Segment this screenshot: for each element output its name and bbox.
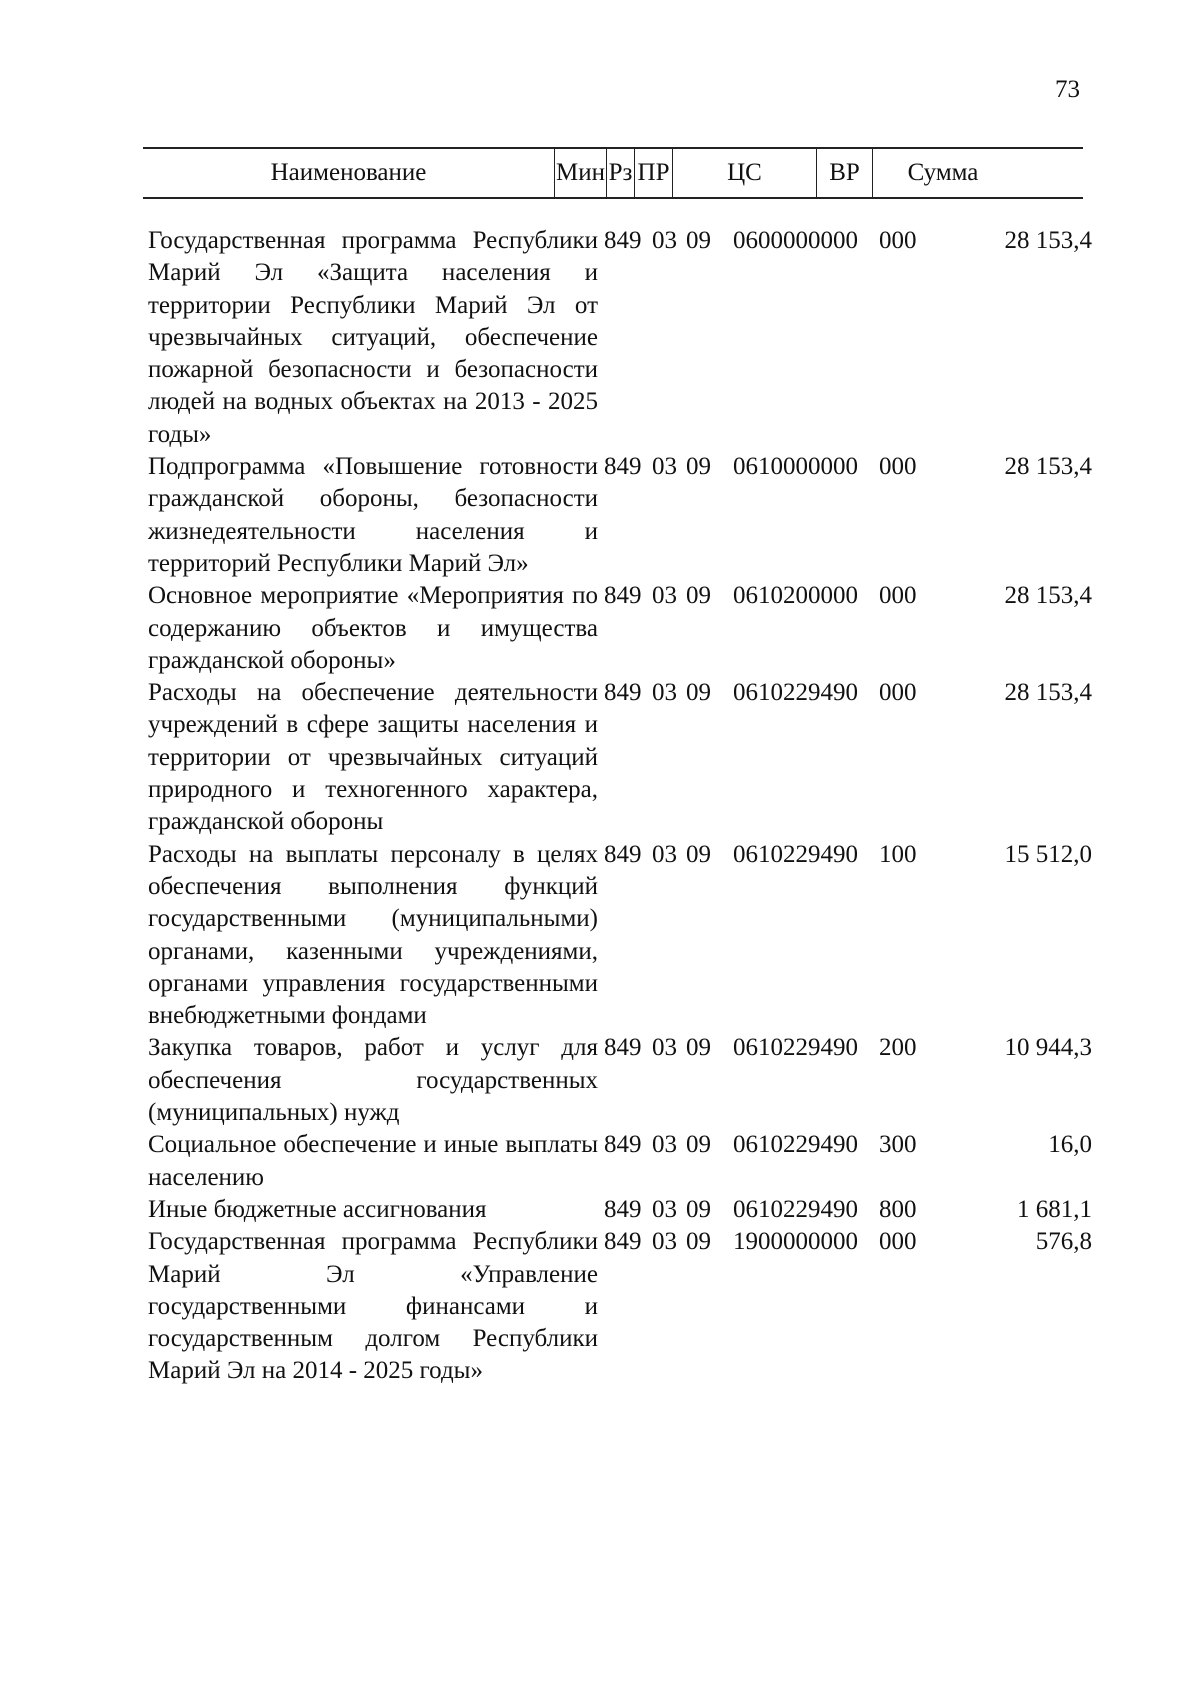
row-cs: 0610200000 [733, 582, 858, 610]
row-pr: 09 [686, 1228, 711, 1256]
table-row [148, 1226, 1092, 1387]
row-min: 849 [604, 582, 642, 610]
row-vr: 800 [879, 1195, 917, 1223]
row-name: Государственная программа Республики Марий Эл «Защита населения и территории Республики Марий Эл от чрезвычайных ситуаций, обеспечение пожарной безопасности и безопасности людей на водных объектах на 2013 - 2025 годы» [148, 227, 598, 448]
row-vr: 000 [879, 227, 917, 254]
table-row [148, 451, 1092, 580]
row-pr: 09 [686, 1131, 711, 1159]
row-pr: 09 [686, 1195, 711, 1223]
row-rz: 03 [652, 1228, 677, 1256]
row-cs: 0610229490 [733, 1195, 858, 1223]
row-sum: 15 512,0 [1004, 840, 1092, 868]
row-pr: 09 [686, 453, 711, 481]
row-name: Социальное обеспечение и иные выплаты населению [148, 1131, 598, 1191]
row-vr: 000 [879, 679, 917, 707]
row-min: 849 [604, 453, 642, 481]
row-pr: 09 [686, 679, 711, 707]
row-sum: 576,8 [1035, 1228, 1092, 1256]
row-name: Государственная программа Республики Марий Эл «Управление государственными финансами и государственным долгом Республики Марий Эл на 2014 - 2025 годы» [148, 1228, 598, 1385]
row-cs: 0610229490 [733, 1034, 858, 1062]
row-rz: 03 [652, 227, 677, 254]
row-sum: 1 681,1 [1017, 1195, 1092, 1223]
row-cs: 0610229490 [733, 840, 858, 868]
row-sum: 28 153,4 [1004, 582, 1092, 610]
row-min: 849 [604, 679, 642, 707]
row-min: 849 [604, 1034, 642, 1062]
table-row [148, 677, 1092, 838]
table-row [148, 225, 1092, 451]
table-row [148, 1032, 1092, 1129]
row-min: 849 [604, 840, 642, 868]
row-rz: 03 [652, 1195, 677, 1223]
row-sum: 16,0 [1048, 1131, 1092, 1159]
header-rz: Рз [607, 149, 635, 197]
header-name: Наименование [143, 149, 555, 197]
table-header [143, 147, 1083, 199]
row-name: Закупка товаров, работ и услуг для обеспечения государственных (муниципальных) нужд [148, 1034, 598, 1127]
row-rz: 03 [652, 1131, 677, 1159]
row-rz: 03 [652, 582, 677, 610]
row-vr: 300 [879, 1131, 917, 1159]
row-sum: 28 153,4 [1004, 453, 1092, 481]
row-rz: 03 [652, 453, 677, 481]
row-vr: 200 [879, 1034, 917, 1062]
row-sum: 28 153,4 [1004, 679, 1092, 707]
row-cs: 0600000000 [733, 227, 858, 254]
row-vr: 000 [879, 453, 917, 481]
row-sum: 10 944,3 [1004, 1034, 1092, 1062]
table-body [148, 225, 1092, 1388]
row-sum: 28 153,4 [1004, 227, 1092, 254]
row-rz: 03 [652, 1034, 677, 1062]
row-name: Расходы на выплаты персоналу в целях обеспечения выполнения функций государственными (муниципальными) органами, казенными учреждениями, органами управления государственными внебюджетными фондами [148, 840, 598, 1030]
table-row [148, 839, 1092, 1033]
table-row [148, 1194, 1092, 1226]
row-pr: 09 [686, 227, 711, 254]
table-row [148, 1129, 1092, 1194]
row-name: Иные бюджетные ассигнования [148, 1195, 487, 1223]
row-rz: 03 [652, 840, 677, 868]
header-min: Мин [555, 149, 607, 197]
row-cs: 0610229490 [733, 1131, 858, 1159]
row-rz: 03 [652, 679, 677, 707]
header-vr: ВР [817, 149, 873, 197]
row-min: 849 [604, 1228, 642, 1256]
header-pr: ПР [635, 149, 673, 197]
row-name: Расходы на обеспечение деятельности учреждений в сфере защиты населения и территории от чрезвычайных ситуаций природного и техногенного характера, гражданской обороны [148, 679, 598, 836]
header-sum: Сумма [907, 159, 979, 186]
row-pr: 09 [686, 840, 711, 868]
row-cs: 0610229490 [733, 679, 858, 707]
row-name: Подпрограмма «Повышение готовности гражданской обороны, безопасности жизнедеятельности населения и территорий Республики Марий Эл» [148, 453, 598, 577]
header-cs: ЦС [673, 149, 817, 197]
table-row [148, 580, 1092, 677]
row-min: 849 [604, 1131, 642, 1159]
row-min: 849 [604, 1195, 642, 1223]
row-vr: 000 [879, 1228, 917, 1256]
row-pr: 09 [686, 1034, 711, 1062]
page-number: 73 [1055, 76, 1080, 103]
row-min: 849 [604, 227, 642, 254]
row-vr: 100 [879, 840, 917, 868]
row-cs: 0610000000 [733, 453, 858, 481]
row-vr: 000 [879, 582, 917, 610]
row-cs: 1900000000 [733, 1228, 858, 1256]
row-pr: 09 [686, 582, 711, 610]
row-name: Основное мероприятие «Мероприятия по содержанию объектов и имущества гражданской обороны» [148, 582, 598, 674]
